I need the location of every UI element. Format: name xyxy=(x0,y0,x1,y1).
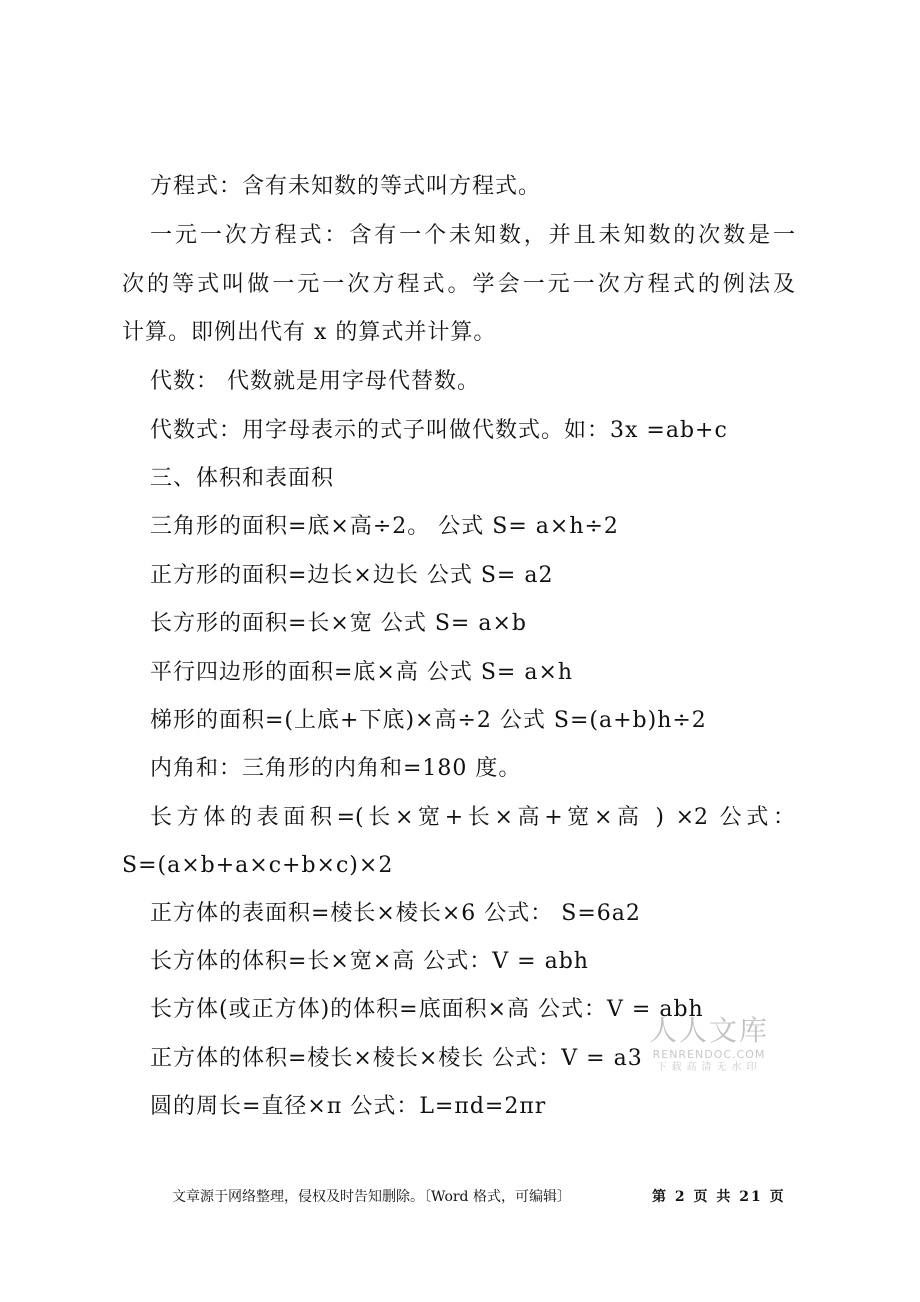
text-line-equation-definition: 方程式：含有未知数的等式叫方程式。 xyxy=(150,174,542,199)
text-line-cube-volume: 正方体的体积=棱长×棱长×棱长 公式：V = a3 xyxy=(150,1046,643,1071)
text-line-cuboid-surface-2: S=(a×b+a×c+b×c)×2 xyxy=(122,853,394,878)
page-footer xyxy=(0,1186,920,1208)
text-line-parallelogram-area: 平行四边形的面积=底×高 公式 S= a×h xyxy=(150,660,574,685)
watermark-title: 人人文库 xyxy=(648,1014,769,1047)
text-line-cube-surface: 正方体的表面积=棱长×棱长×6 公式： S=6a2 xyxy=(150,901,641,926)
watermark-url: RENRENDOC.COM xyxy=(652,1048,766,1061)
text-line-linear-equation-2: 次的等式叫做一元一次方程式。学会一元一次方程式的例法及 xyxy=(122,272,795,297)
text-line-square-area: 正方形的面积=边长×边长 公式 S= a2 xyxy=(150,563,554,588)
text-line-rectangle-area: 长方形的面积=长×宽 公式 S= a×b xyxy=(150,611,527,636)
text-line-linear-equation-3: 计算。即例出代有 x 的算式并计算。 xyxy=(122,320,497,345)
text-line-linear-equation-1: 一元一次方程式：含有一个未知数，并且未知数的次数是一 xyxy=(150,223,795,248)
footer-note: 文章源于网络整理，侵权及时告知删除。〔Word 格式，可编辑〕 xyxy=(172,1189,571,1205)
text-line-triangle-area: 三角形的面积=底×高÷2。 公式 S= a×h÷2 xyxy=(150,514,619,539)
text-line-trapezoid-area: 梯形的面积=(上底+下底)×高÷2 公式 S=(a+b)h÷2 xyxy=(150,708,707,733)
page-number: 第 2 页 共 21 页 xyxy=(652,1189,786,1205)
text-line-algebraic-expression: 代数式：用字母表示的式子叫做代数式。如：3x =ab+c xyxy=(150,418,728,443)
text-line-cuboid-surface-1: 长方体的表面积=(长×宽+长×高+宽×高 ) ×2 公式： xyxy=(150,805,795,830)
text-line-circle-circumference: 圆的周长=直径×π 公式：L=πd=2πr xyxy=(150,1094,547,1119)
text-line-cuboid-volume: 长方体的体积=长×宽×高 公式：V = abh xyxy=(150,949,589,974)
watermark-subtitle: 下载高清无水印 xyxy=(656,1062,762,1073)
watermark-logo xyxy=(646,1014,772,1078)
text-line-interior-angle: 内角和：三角形的内角和=180 度。 xyxy=(150,756,522,781)
text-line-prism-volume: 长方体(或正方体)的体积=底面积×高 公式：V = abh xyxy=(150,997,704,1022)
section-heading-volume-area: 三、体积和表面积 xyxy=(150,466,335,491)
text-line-algebra: 代数： 代数就是用字母代替数。 xyxy=(150,369,480,394)
